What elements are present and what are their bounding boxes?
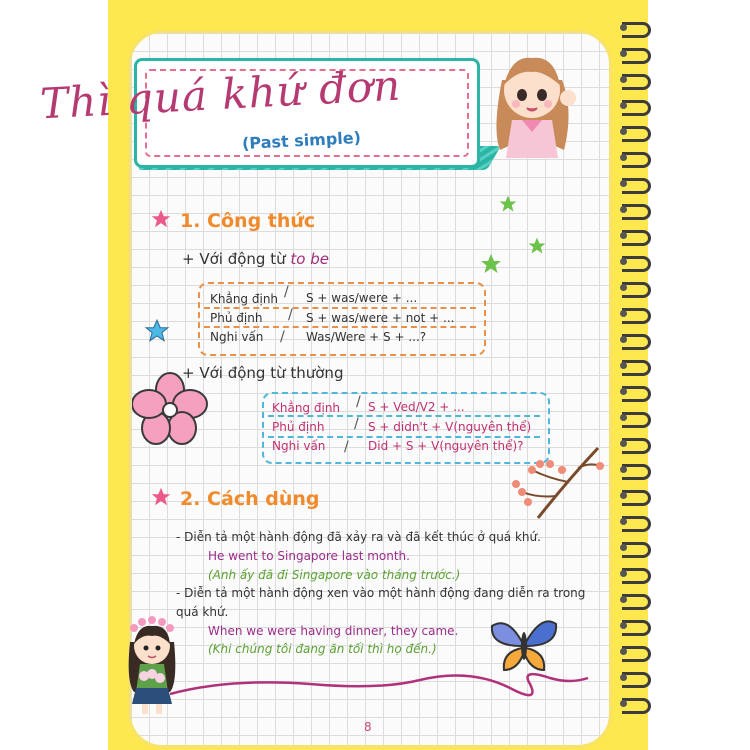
formula-separator: / [280, 329, 285, 345]
star-icon [527, 236, 547, 256]
branch-icon [508, 440, 604, 524]
formula-text: S + was/were + ... [306, 291, 418, 305]
formula-label: Khẳng định [210, 292, 279, 306]
formula-divider [268, 436, 540, 438]
spiral-ring [622, 542, 651, 558]
spiral-ring [622, 516, 651, 532]
binding-hole [620, 284, 627, 291]
formula-label: Phủ định [272, 420, 325, 434]
spiral-ring [622, 48, 651, 64]
formula-text: S + was/were + not + ... [306, 311, 455, 325]
formula-text: Was/Were + S + ...? [306, 330, 427, 344]
page-title: Thì quá khứ đơn [38, 60, 403, 129]
binding-hole [620, 518, 627, 525]
binding-hole [620, 648, 627, 655]
flower-icon [132, 372, 208, 448]
page-number: 8 [364, 720, 372, 734]
spiral-ring [622, 126, 651, 142]
star-icon [479, 252, 503, 276]
spiral-ring [622, 22, 651, 38]
binding-hole [620, 544, 627, 551]
binding-hole [620, 102, 627, 109]
spiral-ring [622, 672, 651, 688]
formula-text: S + Ved/V2 + ... [368, 400, 465, 414]
binding-hole [620, 570, 627, 577]
spiral-ring [622, 490, 651, 506]
spiral-ring [622, 334, 651, 350]
spiral-ring [622, 230, 651, 246]
formula-label: Nghi vấn [272, 439, 326, 453]
formula-divider [204, 326, 476, 328]
spiral-ring [622, 386, 651, 402]
spiral-ring [622, 412, 651, 428]
spiral-ring [622, 568, 651, 584]
binding-hole [620, 414, 627, 421]
formula-label: Khẳng định [272, 401, 341, 415]
formula-text: Did + S + V(nguyên thể)? [368, 439, 524, 453]
spiral-ring [622, 464, 651, 480]
section-heading-usage: 2. Cách dùng [180, 488, 320, 510]
binding-hole [620, 50, 627, 57]
girl-illustration [482, 40, 582, 160]
usage-2-line-1: - Diễn tả một hành động xen vào một hành động đang diễn ra trong [176, 586, 586, 600]
spiral-ring [622, 438, 651, 454]
spiral-ring [622, 620, 651, 636]
usage-2-example-vi: (Khi chúng tôi đang ăn tối thì họ đến.) [208, 642, 437, 656]
spiral-ring [622, 282, 651, 298]
binding-hole [620, 362, 627, 369]
binding-hole [620, 76, 627, 83]
spiral-ring [622, 256, 651, 272]
binding-hole [620, 700, 627, 707]
usage-1: - Diễn tả một hành động đã xảy ra và đã kết thúc ở quá khứ. [176, 530, 541, 544]
star-icon [150, 208, 172, 230]
usage-2-example-en: When we were having dinner, they came. [208, 624, 459, 638]
formula-separator: / [344, 439, 349, 455]
spiral-ring [622, 594, 651, 610]
formula-text: S + didn't + V(nguyên thể) [368, 420, 532, 434]
binding-hole [620, 232, 627, 239]
formula-separator: / [354, 416, 359, 432]
formula-divider [268, 415, 540, 417]
spiral-ring [622, 698, 651, 714]
binding-hole [620, 466, 627, 473]
spiral-ring [622, 360, 651, 376]
binding-hole [620, 674, 627, 681]
formula-label: Phủ định [210, 311, 263, 325]
star-icon [144, 318, 170, 344]
binding-hole [620, 180, 627, 187]
spiral-ring [622, 152, 651, 168]
spiral-ring [622, 178, 651, 194]
binding-hole [620, 388, 627, 395]
formula-separator: / [356, 394, 361, 410]
usage-2-line-2: quá khứ. [176, 605, 229, 619]
binding-hole [620, 492, 627, 499]
binding-hole [620, 336, 627, 343]
subhead-to-be-highlight: to be [290, 250, 329, 268]
formula-label: Nghi vấn [210, 330, 264, 344]
binding-hole [620, 596, 627, 603]
spiral-ring [622, 74, 651, 90]
formula-separator: / [284, 284, 289, 300]
subhead-to-be-label: + Với động từ [182, 250, 286, 268]
spiral-ring [622, 100, 651, 116]
binding-hole [620, 128, 627, 135]
binding-hole [620, 258, 627, 265]
section-heading-formula: 1. Công thức [180, 210, 316, 232]
spiral-ring [622, 646, 651, 662]
binding-hole [620, 310, 627, 317]
binding-hole [620, 622, 627, 629]
binding-hole [620, 440, 627, 447]
subhead-to-be [182, 250, 329, 268]
subhead-regular-verb: + Với động từ thường [182, 364, 344, 382]
formula-separator: / [288, 307, 293, 323]
formula-divider [204, 307, 476, 309]
binding-hole [620, 24, 627, 31]
usage-1-example-vi: (Anh ấy đã đi Singapore vào tháng trước.) [208, 568, 461, 582]
decorative-swirl [170, 656, 590, 716]
page-subtitle: (Past simple) [241, 127, 362, 154]
star-icon [150, 486, 172, 508]
spiral-ring [622, 204, 651, 220]
star-icon [498, 194, 518, 214]
spiral-ring [622, 308, 651, 324]
binding-hole [620, 154, 627, 161]
usage-1-example-en: He went to Singapore last month. [208, 549, 410, 563]
binding-hole [620, 206, 627, 213]
